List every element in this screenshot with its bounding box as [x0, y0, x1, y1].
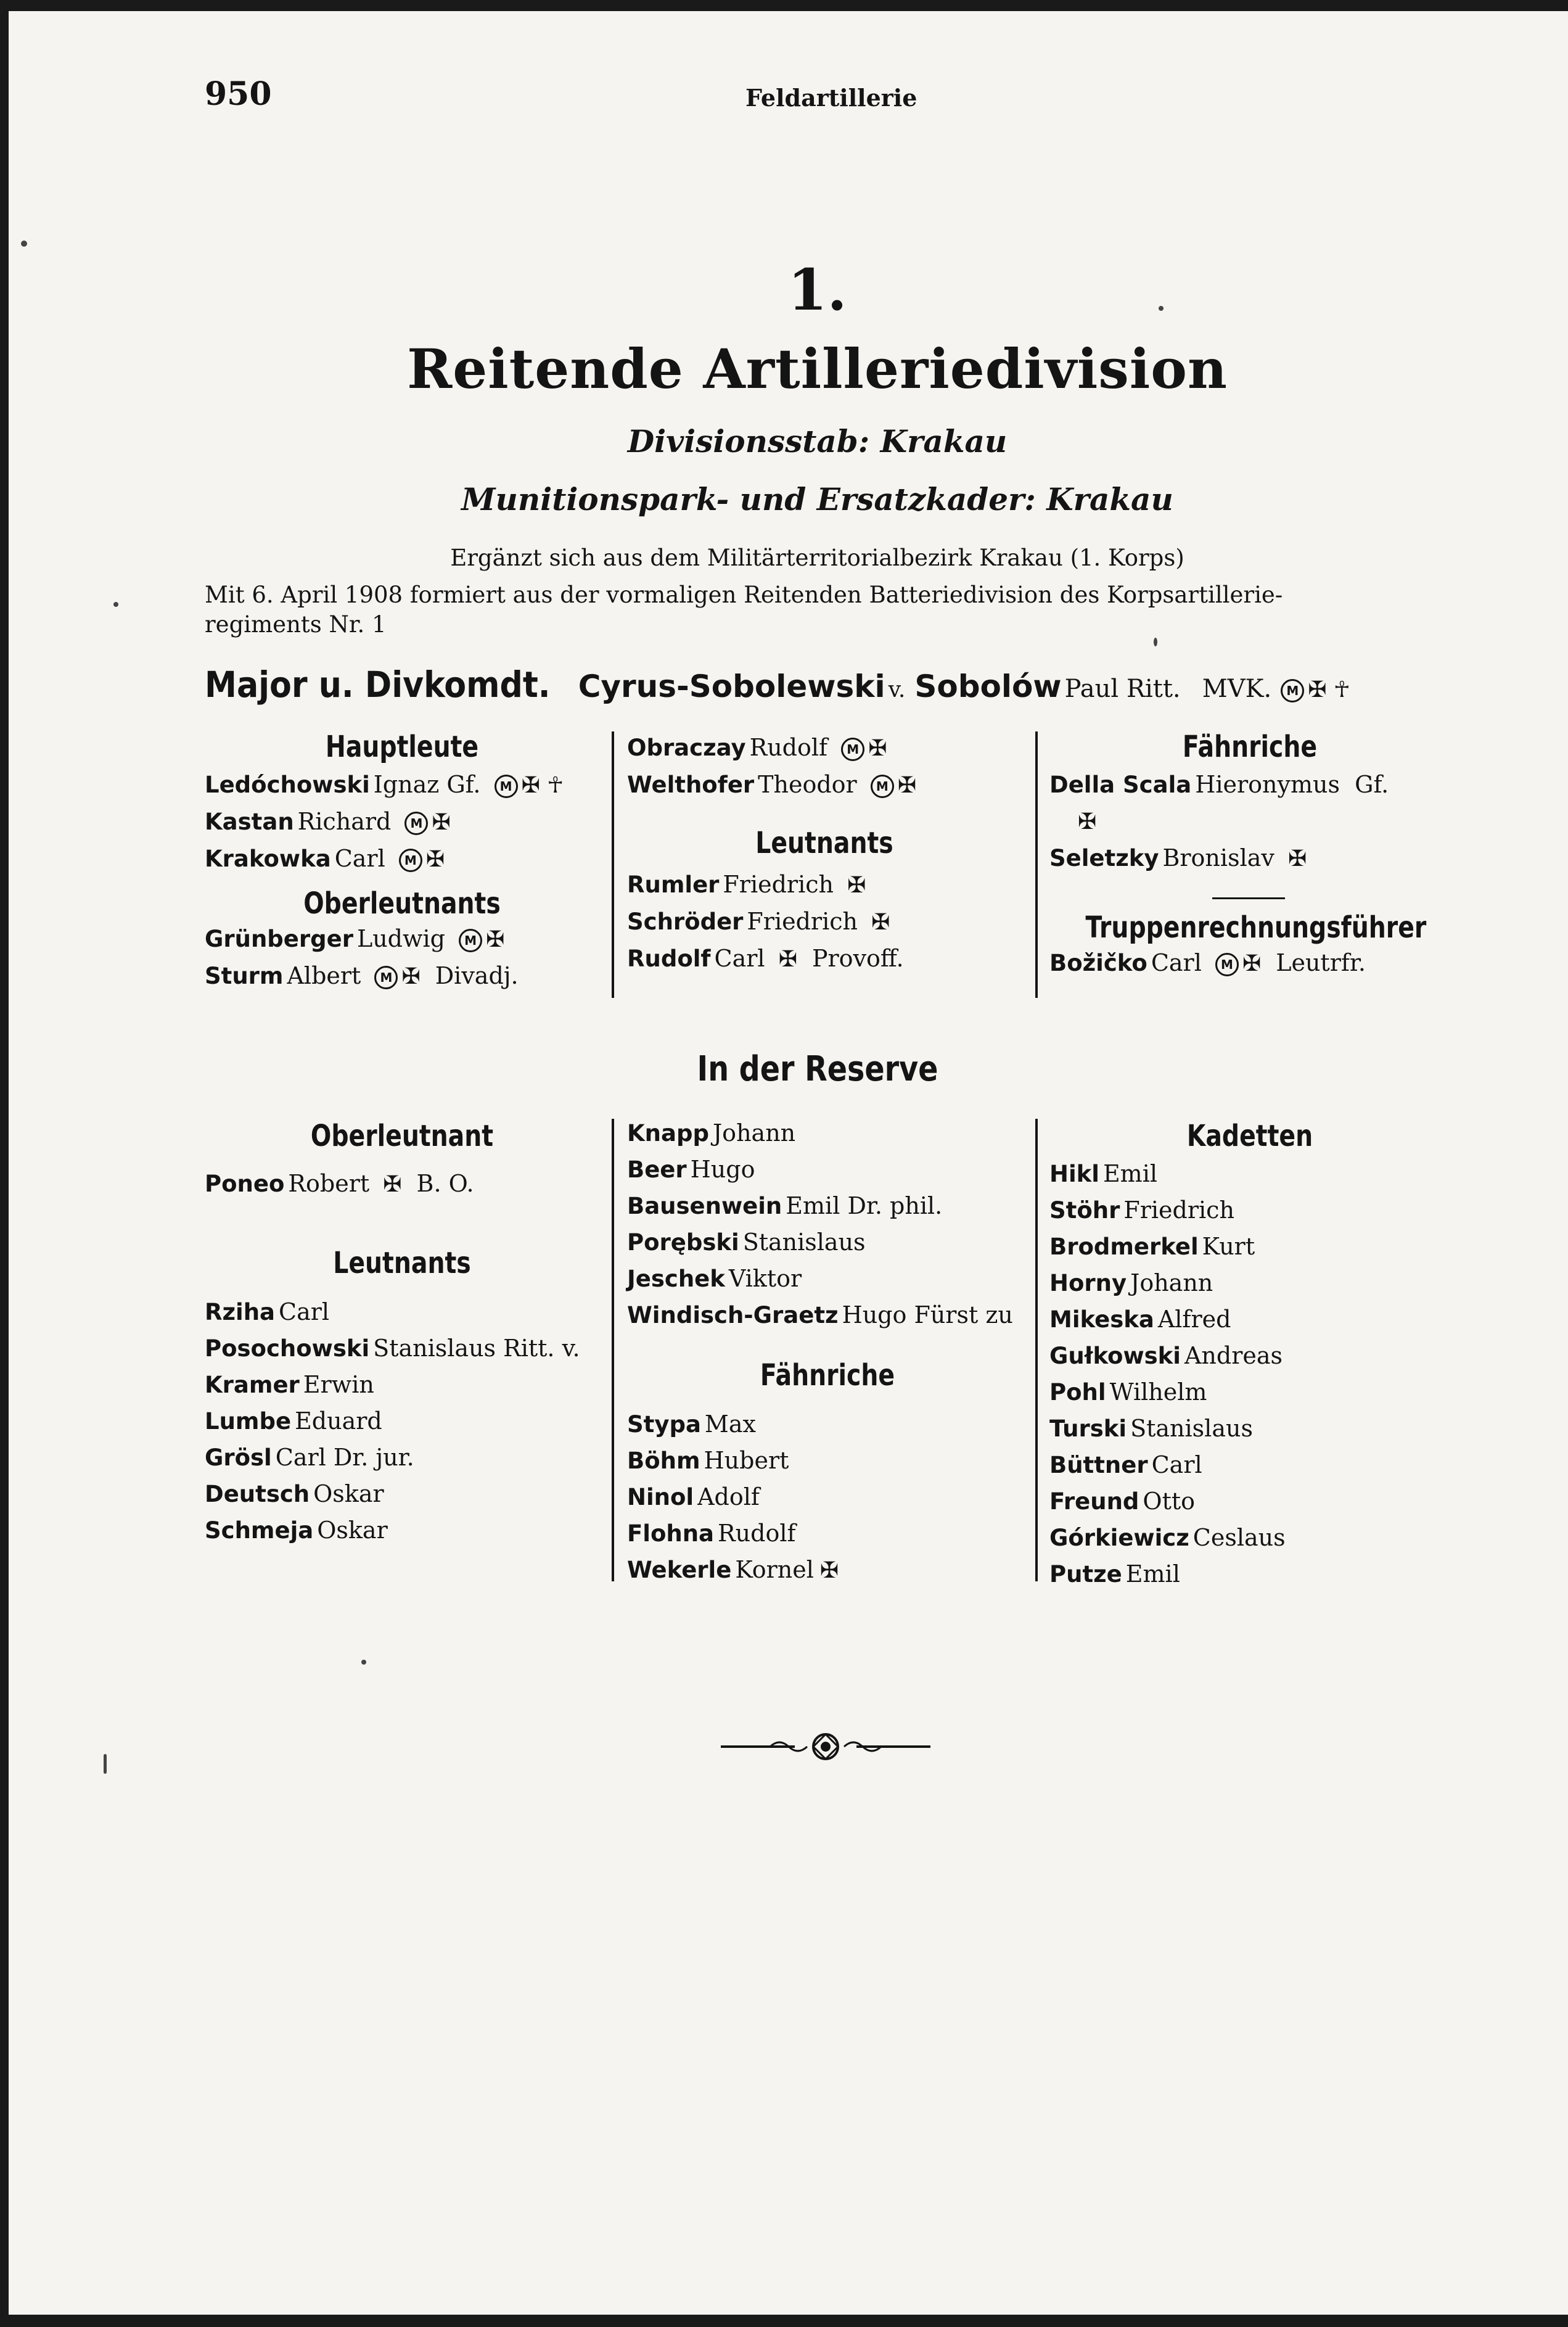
reserve-kadetten-list [1049, 1156, 1450, 1592]
commander-given-name: Paul Ritt. [1064, 675, 1181, 703]
list-item: Grösl Carl Dr. jur. [205, 1444, 414, 1471]
list-item: Porębski Stanislaus [627, 1229, 866, 1256]
list-item: Putze Emil [1049, 1560, 1180, 1588]
cross-icon: ✠ [486, 927, 505, 952]
military-merit-medal-icon: M [459, 929, 482, 952]
cross-icon: ✠ [1078, 809, 1097, 834]
list-item: Kramer Erwin [205, 1371, 374, 1398]
list-item: Jeschek Viktor [627, 1265, 802, 1292]
formation-note-line2: regiments Nr. 1 [205, 611, 387, 638]
list-item: Büttner Carl [1049, 1451, 1202, 1478]
recruitment-line: Ergänzt sich aus dem Militärterritorialbezirk Krakau (1. Korps) [450, 545, 1184, 571]
list-item: Welthofer Theodor M ✠ [627, 767, 1022, 804]
commander-decorations: MVK. [1202, 675, 1272, 703]
division-staff-line: Divisionsstab: Krakau [627, 423, 1008, 459]
list-item: Deutsch Oskar [205, 1480, 384, 1507]
list-item: Kastan Richard M ✠ [205, 804, 599, 841]
cross-icon: ✠ [868, 736, 887, 761]
list-item: Seletzky Bronislav ✠ [1049, 840, 1450, 877]
list-item: Turski Stanislaus [1049, 1415, 1253, 1442]
reserve-leutnants-list [205, 1294, 599, 1549]
list-item: Böhm Hubert [627, 1447, 789, 1474]
heading-oberleutnants: Oberleutnants [303, 886, 501, 921]
cross-icon: ✠ [425, 847, 445, 872]
list-item: Górkiewicz Ceslaus [1049, 1524, 1286, 1551]
page-number: 950 [205, 75, 272, 113]
list-item: Freund Otto [1049, 1488, 1195, 1515]
list-item: Obraczay Rudolf M ✠ [627, 730, 1022, 767]
order-icon: ☥ [547, 773, 564, 798]
list-item: Flohna Rudolf [627, 1520, 796, 1547]
scan-speck [361, 1660, 366, 1665]
decorations-icons [495, 768, 564, 804]
list-item: Posochowski Stanislaus Ritt. v. [205, 1335, 580, 1362]
scan-speck [1154, 638, 1157, 646]
ornament-divider [721, 1731, 930, 1763]
formation-note [205, 580, 1450, 640]
reserve-column-left [205, 1119, 599, 1549]
cross-icon: ✠ [521, 773, 540, 798]
list-item: Pohl Wilhelm [1049, 1378, 1207, 1406]
list-item: Gułkowski Andreas [1049, 1342, 1283, 1369]
list-item: Božičko Carl M ✠ Leutrfr. [1049, 945, 1450, 982]
active-column-left [205, 730, 599, 995]
list-item: Bausenwein Emil Dr. phil. [627, 1192, 943, 1219]
list-item: Rziha Carl [205, 1298, 330, 1325]
cross-icon: ✠ [847, 873, 866, 898]
military-merit-medal-icon: M [871, 775, 894, 798]
cross-icon: ✠ [871, 910, 890, 935]
military-merit-medal-icon: M [404, 812, 428, 835]
scan-speck [104, 1754, 107, 1774]
list-item: Stöhr Friedrich [1049, 1196, 1234, 1224]
heading-leutnants-reserve: Leutnants [333, 1246, 471, 1280]
scan-speck [1159, 306, 1164, 311]
cross-icon: ✠ [897, 773, 916, 798]
list-item: Mikeska Alfred [1049, 1306, 1231, 1333]
list-item: Wekerle Kornel ✠ [627, 1552, 1028, 1589]
military-merit-medal-icon: M [1281, 679, 1304, 702]
decorations-icons [399, 842, 445, 878]
military-merit-medal-icon: M [374, 966, 398, 989]
list-item: Stypa Max [627, 1411, 756, 1438]
cross-icon: ✠ [1308, 677, 1327, 702]
scan-speck [21, 241, 27, 247]
decorations-icons [1281, 677, 1350, 702]
heading-leutnants: Leutnants [755, 826, 893, 860]
separator-rule [1212, 897, 1285, 899]
list-item: Hikl Emil [1049, 1160, 1158, 1187]
list-item: Lumbe Eduard [205, 1407, 382, 1435]
running-title: Feldartillerie [745, 84, 917, 112]
reserve-column-right [1049, 1119, 1450, 1592]
list-item: Knapp Johann [627, 1119, 796, 1147]
cross-icon: ✠ [401, 964, 421, 989]
column-divider [1035, 1119, 1038, 1581]
military-merit-medal-icon: M [399, 849, 422, 872]
ammunition-park-line: Munitionspark- und Ersatzkader: Krakau [461, 481, 1173, 517]
heading-truppenrechnungsfuehrer: Truppenrechnungsführer [1085, 910, 1427, 945]
reserve-column-middle [627, 1115, 1028, 1589]
list-item: Della Scala Hieronymus Gf. [1049, 771, 1389, 798]
decorations-icons [871, 768, 916, 804]
commander-rank: Major u. Divkomdt. [205, 664, 551, 706]
list-item: Poneo Robert ✠ B. O. [205, 1166, 599, 1203]
active-column-right [1049, 730, 1450, 982]
cross-icon: ✠ [383, 1172, 402, 1197]
commander-surname: Cyrus-Sobolewski [578, 669, 885, 704]
list-item-continuation [1049, 803, 1450, 840]
list-item: Krakowka Carl M ✠ [205, 841, 599, 878]
column-divider [612, 1119, 614, 1581]
decorations-icons [404, 805, 450, 841]
list-item: Grünberger Ludwig M ✠ [205, 921, 599, 958]
cross-icon: ✠ [432, 810, 451, 835]
heading-kadetten: Kadetten [1186, 1119, 1313, 1153]
cross-icon: ✠ [819, 1558, 839, 1583]
list-item: Beer Hugo [627, 1156, 755, 1183]
military-merit-medal-icon: M [1215, 953, 1239, 976]
division-number: 1. [787, 257, 847, 323]
list-item: Ledóchowski Ignaz Gf. M ✠ ☥ [205, 767, 599, 804]
decorations-icons [459, 922, 504, 958]
heading-faehnriche: Fähnriche [1182, 730, 1318, 764]
reserve-heading: In der Reserve [697, 1049, 938, 1089]
decorations-icons [374, 959, 420, 995]
decorations-icons [1215, 946, 1261, 982]
list-item: Rudolf Carl ✠ Provoff. [627, 941, 1022, 978]
column-divider [612, 731, 614, 998]
military-merit-medal-icon: M [841, 738, 864, 761]
list-item: Brodmerkel Kurt [1049, 1233, 1255, 1260]
reserve-faehnriche-list [627, 1406, 1028, 1589]
formation-note-line1: Mit 6. April 1908 formiert aus der vormaligen Reitenden Batteriedivision des Korpsartillerie- [205, 582, 1283, 608]
active-column-middle [627, 730, 1022, 978]
cross-icon: ✠ [1242, 951, 1262, 976]
heading-hauptleute: Hauptleute [325, 730, 479, 764]
cross-icon: ✠ [1287, 846, 1307, 871]
heading-oberleutnant: Oberleutnant [310, 1119, 494, 1153]
list-item: Schröder Friedrich ✠ [627, 904, 1022, 941]
cross-icon: ✠ [778, 947, 797, 972]
military-merit-medal-icon: M [495, 775, 518, 798]
column-divider [1035, 731, 1038, 998]
list-item: Rumler Friedrich ✠ [627, 867, 1022, 904]
list-item: Ninol Adolf [627, 1483, 760, 1510]
list-item: Horny Johann [1049, 1269, 1213, 1296]
scan-speck [113, 602, 118, 607]
division-title: Reitende Artilleriedivision [407, 337, 1228, 401]
list-item: Schmeja Oskar [205, 1517, 388, 1544]
commander-line [205, 664, 1350, 706]
decorations-icons [841, 731, 887, 767]
list-item: Windisch-Graetz Hugo Fürst zu [627, 1301, 1013, 1328]
order-icon: ☥ [1333, 677, 1350, 702]
list-item: Sturm Albert M ✠ Divadj. [205, 958, 599, 995]
commander-particle: v. [888, 677, 906, 702]
heading-faehnriche-reserve: Fähnriche [760, 1358, 895, 1393]
commander-surname-2: Sobolów [914, 669, 1062, 704]
